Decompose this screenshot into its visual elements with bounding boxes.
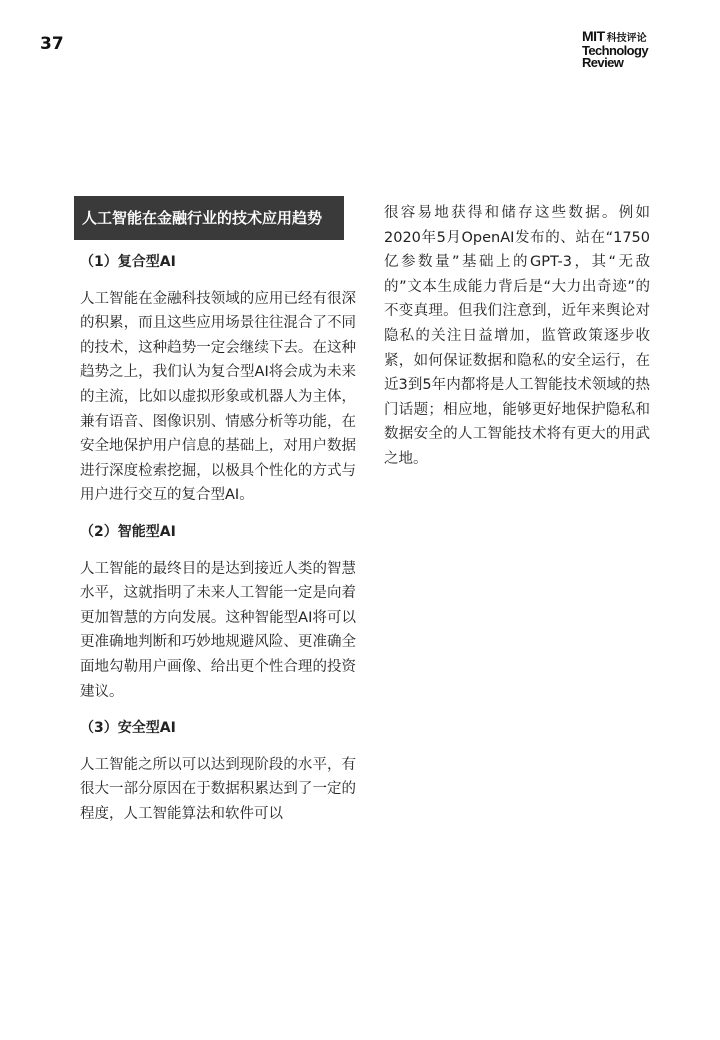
subsection-text-3: 人工智能之所以可以达到现阶段的水平，有很大一部分原因在于数据积累达到了一定的程度，人工智能算法和软件可以 — [80, 756, 356, 822]
right-column — [384, 201, 650, 484]
page-number: 37 — [40, 34, 64, 54]
logo-technology: Technology — [582, 43, 648, 58]
subsection-heading-2: （2）智能型AI — [80, 523, 176, 540]
left-column — [80, 196, 356, 838]
mit-technology-review-logo — [582, 30, 648, 69]
subsection-text-1: 人工智能在金融科技领域的应用已经有很深的积累，而且这些应用场景往往混合了不同的技术，这种趋势一定会继续下去。在这种趋势之上，我们认为复合型AI将会成为未来的主流，比如以虚拟形象或机器人为主体，兼有语音、图像识别、情感分析等功能，在安全地保护用户信息的基础上，对用户数据进行深度检索挖掘，以极具个性化的方式与用户进行交互的复合型AI。 — [80, 290, 356, 504]
subsection-heading-3: （3）安全型AI — [80, 720, 176, 737]
logo-cn: 科技评论 — [606, 33, 647, 44]
section-title: 人工智能在金融行业的技术应用趋势 — [74, 196, 344, 240]
subsection-heading-1: （1）复合型AI — [80, 254, 176, 270]
subsection-text-2: 人工智能的最终目的是达到接近人类的智慧水平，这就指明了未来人工智能一定是向着更加智慧的方向发展。这种智能型AI将可以更准确地判断和巧妙地规避风险、更准确全面地勾勒用户画像、给出更个性合理的投资建议。 — [80, 560, 356, 700]
logo-mit: MIT — [582, 28, 605, 44]
logo-review: Review — [582, 55, 624, 70]
continuation-text: 很容易地获得和储存这些数据。例如2020年5月OpenAI发布的、站在“1750亿参数量”基础上的GPT-3，其“无敌的”文本生成能力背后是“大力出奇迹”的不变真理。但我们注意到，近年来舆论对隐私的关注日益增加，监管政策逐步收紧，如何保证数据和隐私的安全运行，在近3到5年内都将是人工智能技术领域的热门话题；相应地，能够更好地保护隐私和数据安全的人工智能技术将有更大的用武之地。 — [384, 205, 650, 467]
